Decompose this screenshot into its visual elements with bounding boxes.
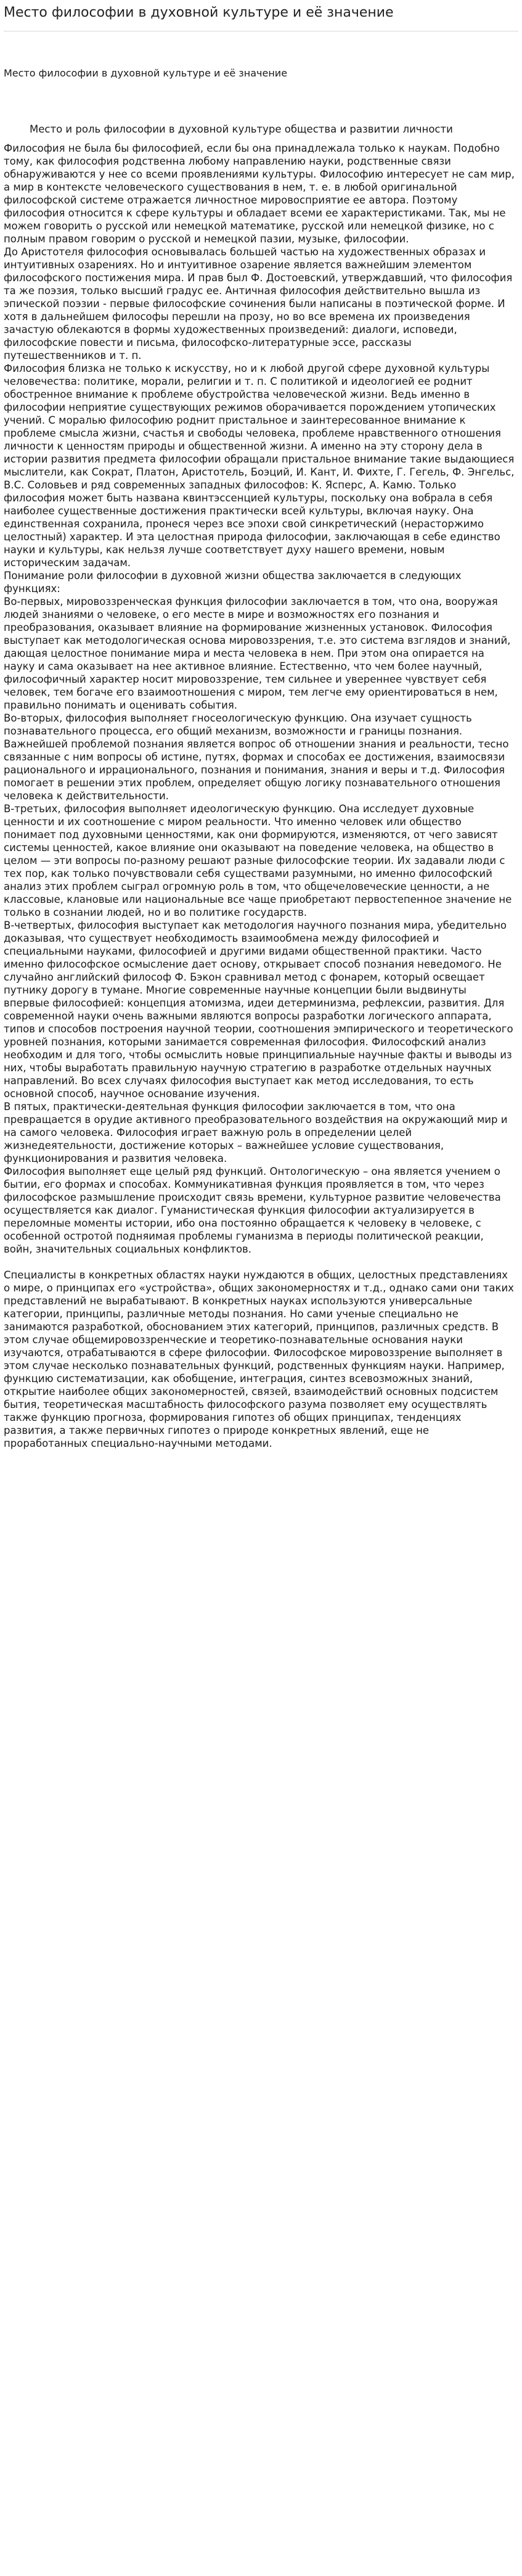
- paragraph: Философия близка не только к искусству, но и к любой другой сфере духовной культуры человечества: политике, морали, религии и т. п. С политикой и идеологией ее роднит обостренное внимание к проблеме обустройства человеческой жизни. Ведь именно в философии неприятие существующих режимов оборачивается порождением утопических учений. С моралью философию роднит пристальное и заинтересованное внимание к проблеме смысла жизни, счастья и свободы человека, проблеме нравственного отношения личности к ценностям природы и общественной жизни. А именно на эту сторону дела в истории развития предмета философии обращали пристальное внимание такие выдающиеся мыслители, как Сократ, Платон, Аристотель, Боэций, И. Кант, И. Фихте, Г. Гегель, Ф. Энгельс, В.С. Соловьев и ряд современных западных философов: К. Ясперс, А. Камю. Только философия может быть названа квинтэссенцией культуры, поскольку она вобрала в себя наиболее существенные достижения практически всей культуры, включая науку. Она единственная сохранила, пронеся через все эпохи свой синкретический (нерасторжимо целостный) характер. И эта целостная природа философии, заключающая в себе единство науки и культуры, как нельзя лучше соответствует духу нашего времени, новым историческим задачам.: [4, 363, 515, 569]
- paragraph: В пятых, практически-деятельная функция философии заключается в том, что она превращается в орудие активного преобразовательного воздействия на окружающий мир и на самого человека. Философия играет важную роль в определении целей жизнедеятельности, достижение которых – важнейшее условие существования, функционирования и развития человека.: [4, 1101, 508, 1164]
- document-subtitle: Место философии в духовной культуре и её значение: [4, 67, 288, 79]
- paragraph: В-четвертых, философия выступает как методология научного познания мира, убедительно доказывая, что существует необходимость взаимообмена между философией и специальными науками, философией и другими видами общественной практики. Часто именно философское осмысление дает основу, открывает способ познания неведомого. Не случайно английский философ Ф. Бэкон сравнивал метод с фонарем, который освещает путнику дорогу в тумане. Многие современные научные концепции были выдвинуты впервые философией: концепция атомизма, идеи детерминизма, рефлексии, развития. Для современной науки очень важными являются вопросы разработки логического аппарата, типов и способов построения научной теории, соотношения эмпирического и теоретического уровней познания, которыми занимается современная философия. Философский анализ необходим и для того, чтобы осмыслить новые принципиальные научные факты и выводы из них, чтобы выработать правильную научную стратегию в разработке отдельных научных направлений. Во всех случаях философия выступает как метод исследования, то есть основной способ, научное основание изучения.: [4, 920, 513, 1100]
- paragraph: Во-вторых, философия выполняет гносеологическую функцию. Она изучает сущность познавательного процесса, его общий механизм, возможности и границы познания. Важнейшей проблемой познания является вопрос об отношении знания и реальности, тесно связанные с ним вопросы об истине, путях, формах и способах ее достижения, взаимосвязи рационального и иррационального, познания и понимания, знания и веры и т.д. Философия помогает в решении этих проблем, определяет общую логику познавательного отношения человека к действительности.: [4, 712, 509, 802]
- paragraph: Во-первых, мировоззренческая функция философии заключается в том, что она, вооружая людей знаниями о человеке, о его месте в мире и возможностях его познания и преобразования, оказывает влияние на формирование жизненных установок. Философия выступает как методологическая основа мировоззрения, т.е. это система взглядов и знаний, дающая целостное понимание мира и места человека в нем. При этом она опирается на науку и сама оказывает на нее активное влияние. Естественно, что чем более научный, философичный характер носит мировоззрение, тем сильнее и увереннее чувствует себя человек, тем богаче его взаимоотношения с миром, тем легче ему ориентироваться в нем, правильно понимать и оценивать события.: [4, 596, 511, 711]
- paragraph: В-третьих, философия выполняет идеологическую функцию. Она исследует духовные ценности и их соотношение с миром реальности. Что именно человек или общество понимает под духовными ценностями, как они формируются, изменяются, от чего зависят системы ценностей, какое влияние они оказывают на поведение человека, на общество в целом — эти вопросы по-разному решают разные философские теории. Их задавали люди с тех пор, как только почувствовали себя существами разумными, но именно философский анализ этих проблем сыграл огромную роль в том, что общечеловеческие ценности, а не классовые, клановые или национальные все чаще приобретают первостепенное значение не только в сознании людей, но и во политике государств.: [4, 803, 512, 918]
- paragraph: Философия выполняет еще целый ряд функций. Онтологическую – она является учением о бытии, его формах и способах. Коммуникативная функция проявляется в том, что через философское размышление происходит связь времени, культурное развитие человечества осуществляется как диалог. Гуманистическая функция философии актуализируется в переломные моменты истории, ибо она постоянно обращается к человеку в человеке, с особенной остротой подняимая проблемы гуманизма в периоды политической реакции, войн, значительных социальных конфликтов.: [4, 1166, 501, 1255]
- article-body: [4, 142, 518, 1450]
- page-title: Место философии в духовной культуре и её значение: [4, 5, 394, 20]
- paragraph: Философия не была бы философией, если бы она принадлежала только к наукам. Подобно тому, как философия родственна любому направлению науки, родственные связи обнаруживаются у нее со всеми проявлениями культуры. Философию интересует не сам мир, а мир в контексте человеческого существования в нем, т. е. в любой оригинальной философской системе отражается личностное мировосприятие ее автора. Поэтому философия относится к сфере культуры и обладает всеми ее характеристиками. Так, мы не можем говорить о русской или немецкой математике, русской или немецкой физике, но с полным правом говорим о русской и немецкой пазии, музыке, философии.: [4, 142, 515, 245]
- paragraph: Понимание роли философии в духовной жизни общества заключается в следующих функциях:: [4, 570, 462, 595]
- paragraph: Специалисты в конкретных областях науки нуждаются в общих, целостных представлениях о мире, о принципах его «устройства», общих закономерностях и т.д., однако сами они таких представлений не вырабатывают. В конкретных науках используются универсальные категории, принципы, различные методы познания. Но сами ученые специально не занимаются разработкой, обоснованием этих категорий, принципов, различных средств. В этом случае общемировоззренческие и теоретико-познавательные основания науки изучаются, отрабатываются в сфере философии. Философское мировоззрение выполняет в этом случае несколько познавательных функций, родственных функциям науки. Например, функцию систематизации, как обобщение, интеграция, синтез всевозможных знаний, открытие наиболее общих закономерностей, связей, взаимодействий основных подсистем бытия, теоретическая масштабность философского разума позволяет ему осуществлять также функцию прогноза, формирования гипотез об общих принципах, тенденциях развития, а также первичных гипотез о природе конкретных явлений, еще не проработанных специально-научными методами.: [4, 1269, 514, 1449]
- section-heading: Место и роль философии в духовной культуре общества и развитии личности: [30, 123, 453, 135]
- paragraph: До Аристотеля философия основывалась большей частью на художественных образах и интуитивных озарениях. Но и интуитивное озарение является важнейшим элементом философского постижения мира. И прав был Ф. Достоевский, утверждавший, что философия та же поэзия, только высший градус ее. Античная философия действительно вышла из эпической поэзии - первые философские сочинения были написаны в поэтической форме. И хотя в дальнейшем философы перешли на прозу, но во все времена их произведения зачастую облекаются в формы художественных произведений: диалоги, исповеди, философские повести и письма, философско-литературные эссе, рассказы путешественников и т. п.: [4, 246, 513, 361]
